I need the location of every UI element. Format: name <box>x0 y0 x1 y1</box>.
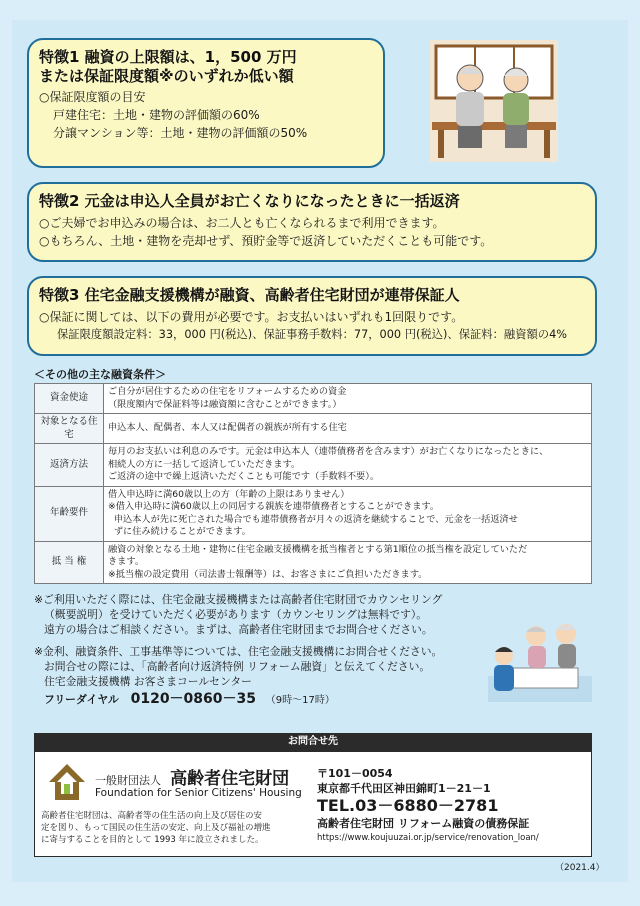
consultation-illustration <box>488 618 592 706</box>
condition-line: 借入申込時に満60歳以上の方（年齢の上限はありません） <box>108 488 350 500</box>
condition-line: 申込本人が先に死亡された場合でも連帯債務者が月々の返済を継続することで、元金を一括返済せ <box>108 513 518 525</box>
condition-row <box>35 414 592 444</box>
contact-bar: お問合せ先 <box>34 733 592 751</box>
org-desc-1: 高齢者住宅財団は、高齢者等の住生活の向上及び居住の安 <box>41 811 263 821</box>
condition-detail <box>104 444 592 487</box>
feature-2-line-1: ○ご夫婦でお申込みの場合は、お二人とも亡くなられるまで利用できます。 <box>39 216 445 230</box>
note-interest-2: お問合せの際には、「高齢者向け返済特例 リフォーム融資」と伝えてください。 <box>44 660 431 673</box>
condition-line: 融資の対象となる土地・建物に住宅金融支援機構を抵当権者とする第1順位の抵当権を設定していただ <box>108 543 528 555</box>
feature-3-line-1: ○保証に関しては、以下の費用が必要です。お支払いはいずれも1回限りです。 <box>39 310 464 324</box>
address: 東京都千代田区神田錦町1－21－1 <box>317 782 491 795</box>
freedial-label: フリーダイヤル <box>44 693 119 706</box>
note-counseling-3: 遠方の場合はご相談ください。まずは、高齢者住宅財団までお問合せください。 <box>44 623 433 636</box>
condition-label: 返済方法 <box>35 444 104 487</box>
condition-line: 申込本人、配偶者、本人又は配偶者の親族が所有する住宅 <box>108 422 347 434</box>
feature-1-box <box>27 38 385 168</box>
note-counseling: ※ご利用いただく際には、住宅金融支援機構または高齢者住宅財団でカウンセリング <box>34 593 443 606</box>
org-desc-3: に寄与することを目的として 1993 年に設立されました。 <box>41 835 264 845</box>
feature-2-title: 特徴2 元金は申込人全員がお亡くなりになったときに一括返済 <box>39 192 460 210</box>
note-interest: ※金利、融資条件、工事基準等については、住宅金融支援機構にお問合せください。 <box>34 645 443 658</box>
org-name: 高齢者住宅財団 <box>170 769 290 789</box>
condition-line: ずに住み続けることができます。 <box>108 526 251 537</box>
condition-row <box>35 384 592 414</box>
condition-detail <box>104 541 592 584</box>
condition-line: ※借入申込時に満60歳以上の同居する親族を連帯債務者とすることができます。 <box>108 501 440 512</box>
foundation-logo <box>47 762 87 802</box>
contact-box <box>34 751 592 857</box>
feature-2-line-2: ○もちろん、土地・建物を売却せず、預貯金等で返済していただくことも可能です。 <box>39 234 493 248</box>
condition-row <box>35 541 592 584</box>
postal-code: 〒101－0054 <box>317 767 393 780</box>
condition-line: 相続人の方に一括して返済していただきます。 <box>108 458 301 470</box>
tel-number[interactable]: TEL.03－6880－2781 <box>317 796 499 815</box>
condition-line: ご自分が居住するための住宅をリフォームするための資金 <box>108 386 347 397</box>
condition-line: ご返済の途中で繰上返済いただくことも可能です（手数料不要）。 <box>108 471 380 482</box>
condition-line: 毎月のお支払いは利息のみです。元金は申込本人（連帯債務者を含みます）がお亡くなりになったときに、 <box>108 446 549 457</box>
feature-3-box <box>27 276 597 356</box>
condition-line: （限度額内で保証料等は融資額に含むことができます。） <box>108 398 342 410</box>
elderly-couple-illustration <box>430 40 558 162</box>
conditions-heading: ＜その他の主な融資条件＞ <box>34 368 166 381</box>
condition-detail <box>104 384 592 414</box>
condition-label: 抵 当 権 <box>35 541 104 584</box>
org-name-row <box>95 764 289 789</box>
freedial-row <box>34 692 504 708</box>
feature-1-condo: 分譲マンション等：土地・建物の評価額の50% <box>53 126 308 140</box>
condition-line: きます。 <box>108 556 145 567</box>
feature-1-title-2: または保証限度額※のいずれか低い額 <box>39 67 294 85</box>
feature-3-title: 特徴3 住宅金融支援機構が融資、高齢者住宅財団が連帯保証人 <box>39 286 460 304</box>
condition-label: 資金使途 <box>35 384 104 414</box>
condition-row <box>35 486 592 541</box>
condition-row <box>35 444 592 487</box>
note-counseling-2: （概要説明）を受けていただく必要があります（カウンセリングは無料です）。 <box>44 608 428 621</box>
condition-line: ※抵当権の設定費用（司法書士報酬等）は、お客さまにご負担いただきます。 <box>108 568 428 580</box>
feature-3-fees: 保証限度額設定料：33，000 円(税込)、保証事務手数料：77，000 円(税込)、保証料：融資額の4% <box>57 328 568 341</box>
feature-1-bullet: ○保証限度額の目安 <box>39 90 146 104</box>
condition-label: 年齢要件 <box>35 486 104 541</box>
conditions-table <box>34 383 592 584</box>
feature-1-detached: 戸建住宅：土地・建物の評価額の60% <box>53 108 260 122</box>
department: 高齢者住宅財団 リフォーム融資の債務保証 <box>317 817 530 830</box>
org-name-en: Foundation for Senior Citizens' Housing <box>95 787 302 799</box>
org-prefix: 一般財団法人 <box>95 774 161 787</box>
freedial-number[interactable]: 0120－0860－35 <box>130 691 257 707</box>
condition-detail <box>104 414 592 444</box>
website-url[interactable]: https://www.koujuuzai.or.jp/service/renovation_loan/ <box>317 833 539 843</box>
org-desc-2: 定を図り、もって国民の住生活の安定、向上及び福祉の増進 <box>41 823 271 833</box>
call-center-name: 住宅金融支援機構 お客さまコールセンター <box>44 675 252 688</box>
notes-section <box>34 592 504 708</box>
feature-1-title: 特徴1 融資の上限額は、1，500 万円 <box>39 48 297 66</box>
condition-detail <box>104 486 592 541</box>
feature-2-box <box>27 182 597 262</box>
issue-date: （2021.4） <box>555 863 605 873</box>
org-description <box>41 810 321 846</box>
freedial-hours: （9時～17時） <box>265 695 335 706</box>
contact-details <box>317 766 539 846</box>
condition-label: 対象となる住宅 <box>35 414 104 444</box>
